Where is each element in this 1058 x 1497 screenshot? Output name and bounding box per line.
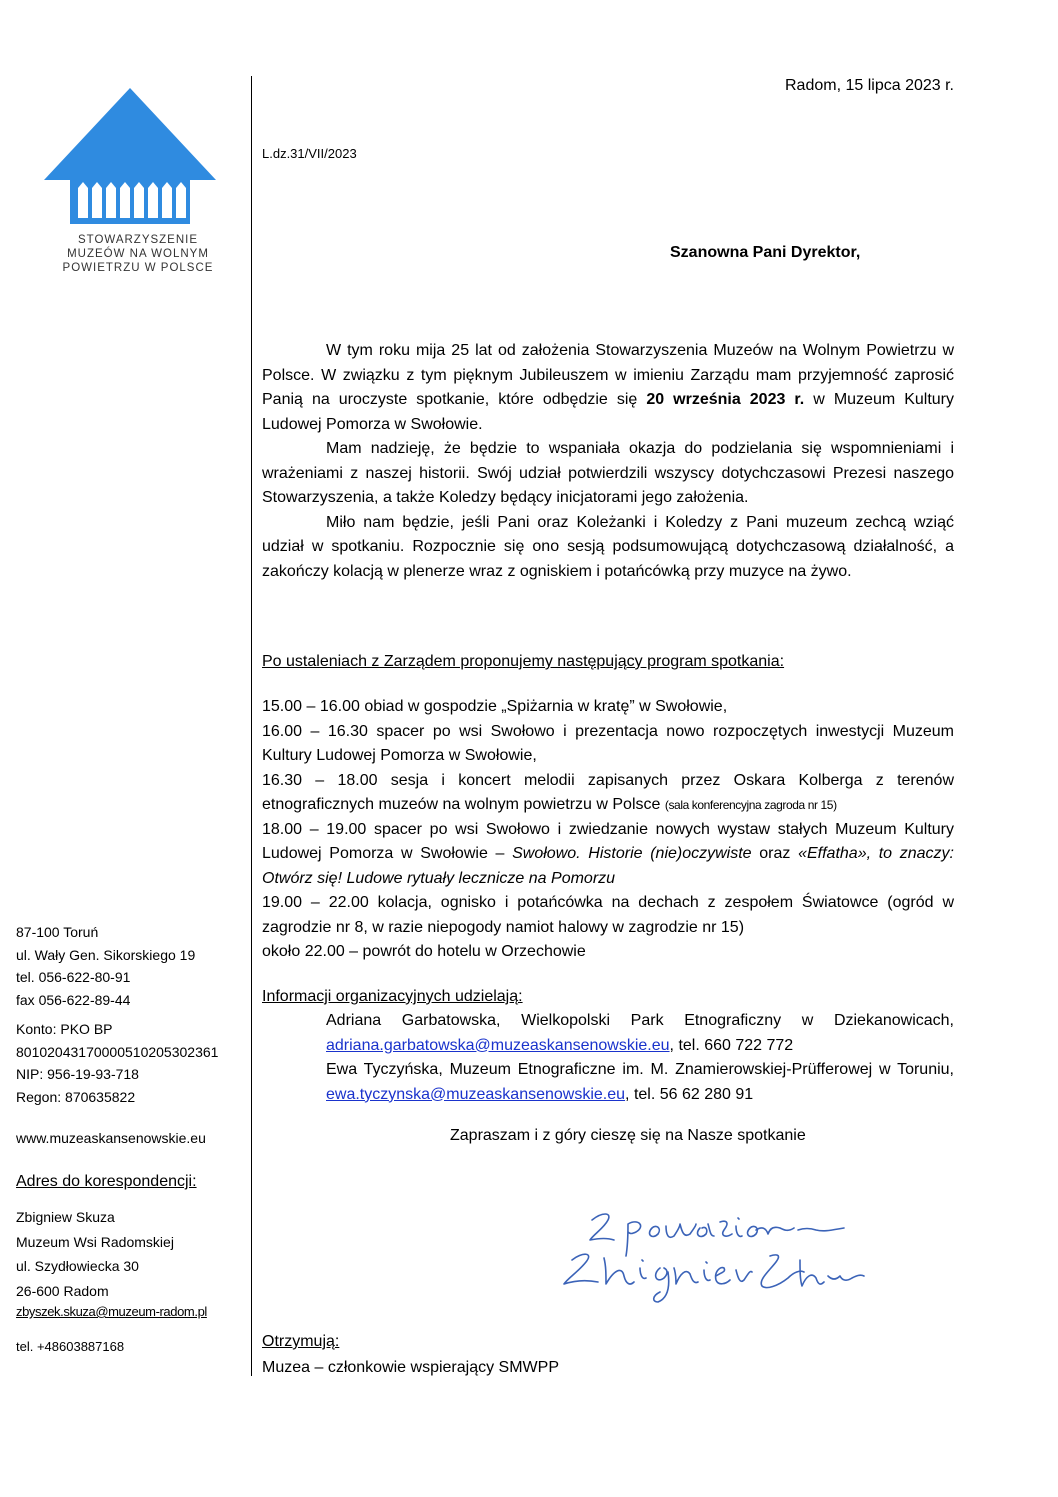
program-item [262,769,954,818]
house-logo-icon [40,86,220,226]
contact-text: Adriana Garbatowska, Wielkopolski Park Etnograficzny w Dziekanowicach, [326,1012,954,1029]
correspondence-street: ul. Szydłowiecka 30 [16,1258,139,1274]
letter-body [262,339,954,584]
correspondence-name: Zbigniew Skuza [16,1209,115,1225]
closing-line: Zapraszam i z góry cieszę się na Nasze spotkanie [450,1127,806,1144]
reference-number: L.dz.31/VII/2023 [262,146,357,161]
paragraph-text: w Muzeum Kultury Ludowej Pomorza w Swołowie. [262,391,955,433]
sidebar-contact [16,921,248,1011]
fax-number: fax 056-622-89-44 [16,991,131,1008]
margin-divider [251,76,252,1376]
salutation: Szanowna Pani Dyrektor, [670,244,861,261]
correspondence-address [16,1205,248,1303]
website-link[interactable]: www.muzeaskansenowskie.eu [16,1130,206,1146]
contact-email-link[interactable]: ewa.tyczynska@muzeaskansenowskie.eu [326,1085,626,1103]
correspondence-email-link[interactable]: zbyszek.skuza@muzeum-radom.pl [16,1304,207,1319]
program-item: około 22.00 – powrót do hotelu w Orzechowie [262,943,586,960]
program-item [262,818,954,892]
correspondence-institution: Muzeum Wsi Radomskiej [16,1233,174,1250]
program-item-note: (sala konferencyjna zagroda nr 15) [664,798,837,812]
paragraph-text: W tym roku mija 25 lat od założenia Stowarzyszenia Muzeów na Wolnym Powietrzu w Polsce. W związku z tym pięknym Jubileuszem w imieniu Zarządu mam przyjemność zaprosić Panią na uroczyste spotkanie, które odbędzie się [262,342,954,408]
recipients-heading: Otrzymują: [262,1333,340,1350]
program-item-text: oraz [751,845,799,862]
program-item-text: 16.30 – 18.00 sesja i koncert melodii zapisanych przez Oskara Kolberga z terenów etnograficznych muzeów na wolnym powietrzu w Polsce [262,771,954,813]
contact-person [326,1009,954,1058]
sidebar-bank-details [16,1018,248,1108]
correspondence-heading: Adres do korespondencji: [16,1173,197,1190]
address-city: 87-100 Toruń [16,924,99,940]
program-item: 16.00 – 16.30 spacer po wsi Swołowo i prezentacja nowo rozpoczętych inwestycji Muzeum Kultury Ludowej Pomorza w Swołowie, [262,722,954,764]
paragraph-memories: Mam nadzieję, że będzie to wspaniała okazja do podzielania się wspomnieniami i wrażeniami z naszej historii. Swój udział potwierdzili wszyscy dotychczasowi Prezesi naszego Stowarzyszenia, a także Koledzy będący inicjatorami jego założenia. [262,440,954,506]
correspondence-city: 26-600 Radom [16,1282,109,1299]
bank-account: 80102043170000510205302361 [16,1043,219,1060]
program-heading: Po ustaleniach z Zarządem proponujemy następujący program spotkania: [262,653,785,670]
address-street: ul. Wały Gen. Sikorskiego 19 [16,946,196,963]
program-list [262,695,954,965]
event-date: 20 września 2023 r. [646,391,805,408]
logo-wordmark [58,233,218,275]
nip-number: NIP: 956-19-93-718 [16,1066,139,1082]
info-heading: Informacji organizacyjnych udzielają: [262,988,523,1005]
letter-date: Radom, 15 lipca 2023 r. [785,77,954,94]
logo-line: STOWARZYSZENIE [77,234,199,246]
contact-text: Ewa Tyczyńska, Muzeum Etnograficzne im. M. Znamierowskiej-Prüfferowej w Toruniu, [326,1061,954,1078]
contact-person [326,1058,954,1107]
program-item: 19.00 – 22.00 kolacja, ognisko i potańcówka na dechach z zespołem Światowce (ogród w zagrodzie nr 8, w razie niepogody namiot halowy w zagrodzie nr 15) [262,894,954,936]
contact-persons [262,1009,954,1107]
handwritten-signature [548,1200,868,1310]
bank-name: Konto: PKO BP [16,1021,113,1037]
program-item-text: 18.00 – 19.00 spacer po wsi Swołowo i zwiedzanie nowych wystaw stałych Muzeum Kultury Ludowej Pomorza w Swołowie – [262,820,954,862]
logo-line: MUZEÓW NA WOLNYM [67,248,209,260]
logo-line: POWIETRZU W POLSCE [62,262,214,274]
paragraph-welcome: Miło nam będzie, jeśli Pani oraz Koleżanki i Koledzy z Pani muzeum zechcą wziąć udział w spotkaniu. Rozpocznie się ono sesją podsumowującą dotychczasową działalność, a zakończy kolacją w plenerze wraz z ogniskiem i potańcówką przy muzyce na żywo. [262,513,954,580]
regon-number: Regon: 870635822 [16,1088,136,1105]
program-item: 15.00 – 16.00 obiad w gospodzie „Spiżarnia w kratę” w Swołowie, [262,698,728,715]
contact-phone: , tel. 56 62 280 91 [625,1085,754,1103]
correspondence-phone: tel. +48603887168 [16,1339,125,1354]
exhibition-title: Swołowo. Historie (nie)oczywiste [512,845,752,862]
recipients-list: Muzea – członkowie wspierający SMWPP [262,1359,559,1376]
paragraph-invitation [262,339,954,437]
contact-phone: , tel. 660 722 772 [669,1036,794,1054]
phone-number: tel. 056-622-80-91 [16,969,131,985]
contact-email-link[interactable]: adriana.garbatowska@muzeaskansenowskie.eu [326,1036,670,1054]
exhibition-title: «Effatha», to znaczy: Otwórz się! Ludowe rytuały lecznicze na Pomorzu [262,845,955,887]
